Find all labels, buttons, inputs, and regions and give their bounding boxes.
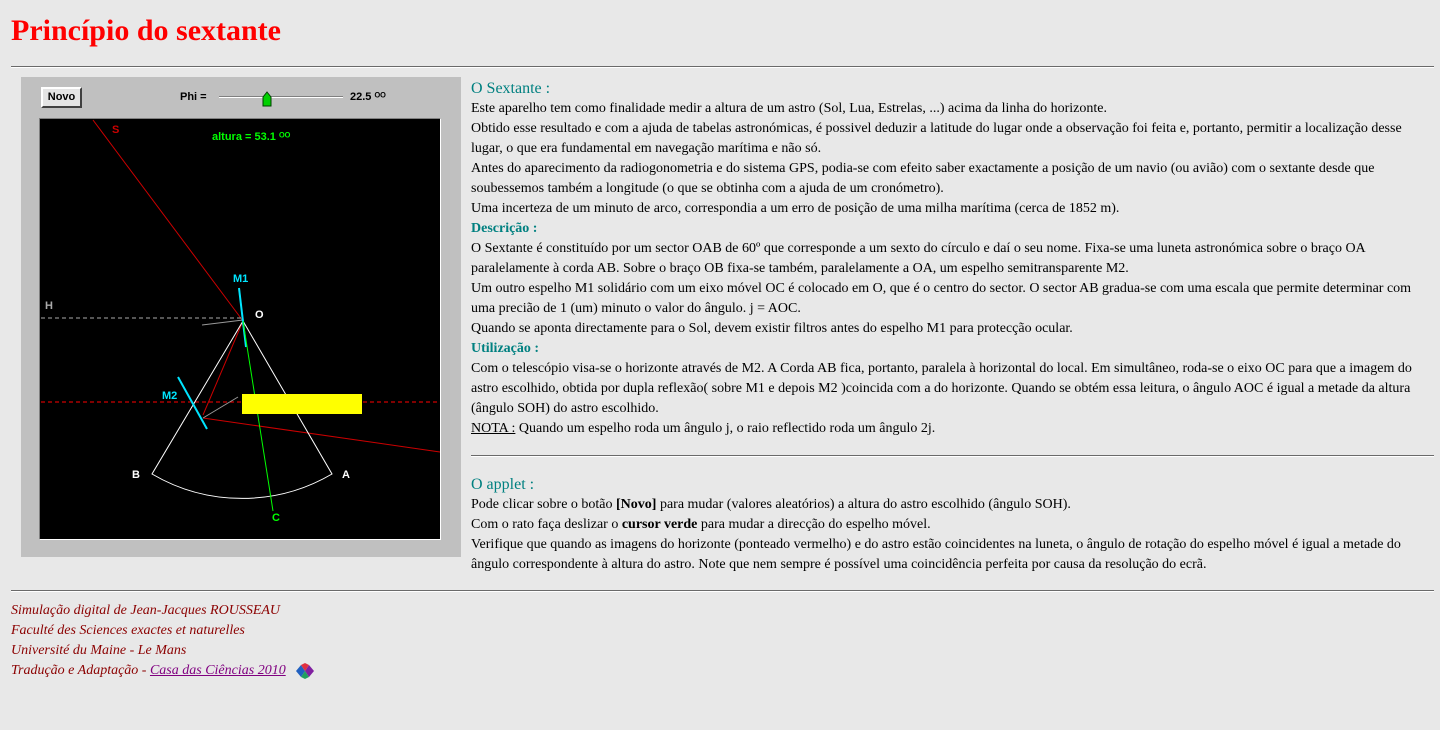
reflected-ray bbox=[203, 321, 243, 415]
altura-label: altura = 53.1 ᴼᴼ bbox=[212, 131, 291, 143]
sextant-diagram bbox=[40, 119, 440, 539]
label-m1: M1 bbox=[233, 273, 249, 285]
label-a: A bbox=[342, 469, 350, 481]
help-line-1 bbox=[471, 495, 1429, 515]
paragraph: Com o telescópio visa-se o horizonte através de M2. A Corda AB fica, portanto, paralela à horizontal do local. Em simultâneo, roda-se o eixo OC para que a imagem do astro escolhido, obtida por dupla reflexão( sobre M1 e depois M2 )coincida com a do horizonte. Quando se obtém essa leitura, o ângulo AOC é igual a metade da altura (ângulo SOH) do astro escolhido. bbox=[471, 361, 1412, 416]
cursor-oc[interactable] bbox=[243, 321, 273, 511]
sun-ray bbox=[93, 120, 243, 321]
applet-help-panel bbox=[471, 475, 1429, 575]
nota-paragraph bbox=[471, 419, 1429, 439]
phi-slider-track[interactable] bbox=[219, 96, 343, 98]
description-panel bbox=[471, 79, 1429, 439]
phi-slider-thumb[interactable] bbox=[262, 91, 272, 107]
help-text: Com o rato faça deslizar o bbox=[471, 517, 622, 532]
paragraph: Antes do aparecimento da radiogonometria e do sistema GPS, podia-se com efeito saber exactamente a posição de um navio (ou avião) com o sextante desde que soubessemos também a longitude (o que se obtinha com a ajuda de um cronómetro). bbox=[471, 161, 1375, 196]
label-m2: M2 bbox=[162, 390, 178, 402]
footer-line bbox=[11, 661, 316, 681]
help-bold: cursor verde bbox=[621, 517, 698, 532]
footer-line: Université du Maine - Le Mans bbox=[11, 643, 187, 658]
phi-label: Phi = bbox=[180, 91, 207, 103]
section-title-applet: O applet : bbox=[471, 476, 535, 493]
label-b: B bbox=[132, 469, 140, 481]
sextant-canvas[interactable] bbox=[39, 118, 441, 540]
mid-divider bbox=[471, 455, 1434, 457]
footer-line: Simulação digital de Jean-Jacques ROUSSEAU bbox=[11, 603, 281, 618]
phi-value: 22.5 ᴼᴼ bbox=[350, 91, 386, 103]
label-c: C bbox=[272, 512, 280, 524]
sextant-applet bbox=[21, 77, 461, 557]
casa-das-ciencias-link[interactable]: Casa das Ciências 2010 bbox=[149, 663, 286, 678]
casa-das-ciencias-logo-icon[interactable] bbox=[294, 663, 316, 679]
help-text: para mudar a direcção do espelho móvel. bbox=[697, 517, 931, 532]
paragraph: Quando se aponta directamente para o Sol, devem existir filtros antes do espelho M1 para protecção ocular. bbox=[471, 321, 1073, 336]
reflection-arrow-m2 bbox=[203, 397, 238, 418]
section-title-descricao: Descrição : bbox=[471, 221, 538, 236]
footer-text: Tradução e Adaptação - bbox=[11, 663, 150, 678]
label-o: O bbox=[255, 309, 264, 321]
telescope bbox=[242, 394, 362, 414]
help-text: para mudar (valores aleatórios) a altura do astro escolhido (ângulo SOH). bbox=[656, 497, 1071, 512]
label-h: H bbox=[45, 300, 53, 312]
page-title: Princípio do sextante bbox=[11, 14, 281, 47]
novo-button[interactable]: Novo bbox=[41, 87, 82, 108]
top-divider bbox=[11, 66, 1434, 68]
help-bold: [Novo] bbox=[616, 497, 657, 512]
bottom-divider bbox=[11, 590, 1434, 592]
paragraph: O Sextante é constituído por um sector OAB de 60º que corresponde a um sexto do círculo e daí o seu nome. Fixa-se uma luneta astronómica sobre o braço OA paralelamente à corda AB. Sobre o braço OB fixa-se também, paralelamente a OA, um espelho semitransparente M2. bbox=[471, 241, 1365, 276]
paragraph: Um outro espelho M1 solidário com um eixo móvel OC é colocado em O, que é o centro do sector. O sector AB gradua-se com uma escala que permite determinar com uma precião de 1 (um) minuto o valor do ângulo. j = AOC. bbox=[471, 281, 1412, 316]
paragraph: Este aparelho tem como finalidade medir a altura de um astro (Sol, Lua, Estrelas, ...) acima da linha do horizonte. bbox=[471, 101, 1108, 116]
footer-credits bbox=[11, 601, 316, 681]
help-line-3: Verifique que quando as imagens do horizonte (ponteado vermelho) e do astro estão coincidentes na luneta, o ângulo de rotação do espelho móvel é igual a metade do ângulo correspondente à altura do astro. Note que nem sempre é possível uma coincidência perfeita por causa da resolução do ecrã. bbox=[471, 537, 1401, 572]
paragraph: Uma incerteza de um minuto de arco, correspondia a um erro de posição de uma milha marítima (cerca de 1852 m). bbox=[471, 201, 1120, 216]
section-title-sextante: O Sextante : bbox=[471, 80, 551, 97]
help-line-2 bbox=[471, 515, 1429, 535]
section-title-utilizacao: Utilização : bbox=[471, 341, 540, 356]
paragraph: Obtido esse resultado e com a ajuda de tabelas astronómicas, é possivel deduzir a latitude do lugar onde a observação foi feita e, portanto, permitir a localização desse lugar, o que era fundamental em navegação marítima e não só. bbox=[471, 121, 1402, 156]
telescope-ray bbox=[203, 418, 440, 452]
nota-label: NOTA : bbox=[471, 421, 516, 436]
footer-line: Faculté des Sciences exactes et naturelles bbox=[11, 623, 245, 638]
help-text: Pode clicar sobre o botão bbox=[471, 497, 617, 512]
label-s: S bbox=[112, 124, 120, 136]
mirror-m2 bbox=[178, 377, 207, 429]
nota-text: Quando um espelho roda um ângulo j, o raio reflectido roda um ângulo 2j. bbox=[515, 421, 936, 436]
reflection-arrow-o bbox=[202, 320, 243, 325]
